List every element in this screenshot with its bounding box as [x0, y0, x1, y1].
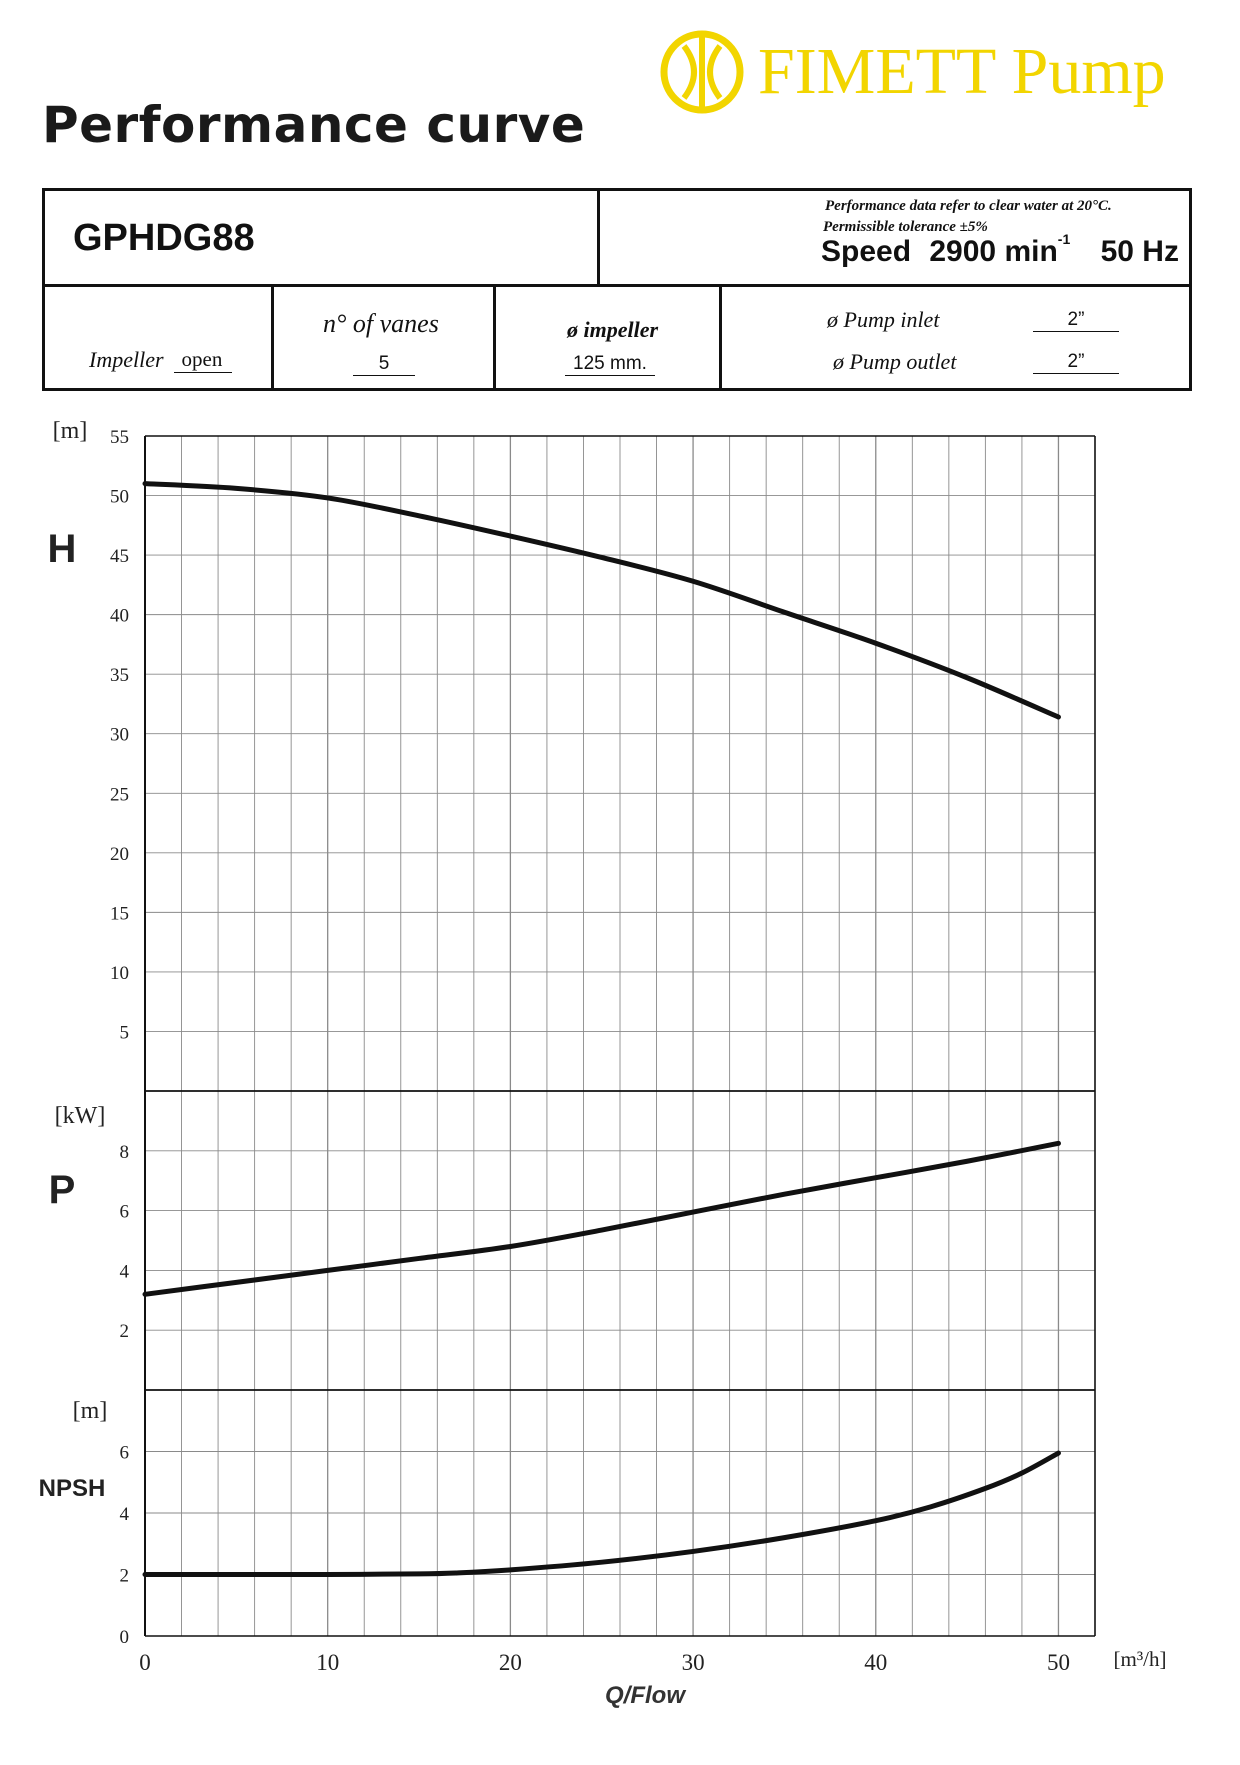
y-tick-label: 6 — [119, 1442, 129, 1464]
y-tick-label: 25 — [110, 784, 129, 806]
frequency-value: 50 Hz — [1100, 235, 1179, 268]
y-tick-label: 30 — [110, 724, 129, 746]
vanes-label: n° of vanes — [323, 309, 439, 338]
y-tick-label: 5 — [119, 1022, 129, 1044]
series-line-h — [145, 484, 1058, 717]
x-tick-label: 20 — [498, 1650, 522, 1675]
x-unit-label: [m³/h] — [1113, 1647, 1167, 1671]
y-tick-label: 2 — [119, 1565, 129, 1587]
y-unit-label: [m] — [72, 1398, 108, 1424]
x-tick-label: 30 — [681, 1650, 705, 1675]
y-quantity-label: H — [47, 527, 77, 571]
x-tick-label: 0 — [139, 1650, 151, 1675]
series-line-npsh — [145, 1453, 1058, 1575]
x-tick-label: 40 — [864, 1650, 888, 1675]
speed-label: Speed — [821, 235, 912, 268]
speed-exponent: -1 — [1057, 231, 1071, 247]
y-unit-label: [m] — [52, 418, 88, 444]
brand-name: FIMETT Pump — [758, 35, 1166, 108]
x-tick-label: 10 — [316, 1650, 340, 1675]
y-quantity-label: NPSH — [38, 1475, 106, 1502]
conditions-note: Performance data refer to clear water at 20°C. — [825, 198, 1112, 214]
impeller-label: Impeller — [89, 347, 164, 372]
impeller-diameter-label: ø impeller — [567, 317, 659, 342]
model-name: GPHDG88 — [73, 217, 255, 259]
y-tick-label: 50 — [110, 486, 129, 508]
y-tick-label: 8 — [119, 1141, 129, 1163]
impeller-value: open — [174, 347, 233, 373]
y-tick-label: 20 — [110, 843, 129, 865]
pump-outlet-value: 2” — [1033, 351, 1119, 374]
series-line-p — [145, 1143, 1058, 1294]
y-tick-label: 2 — [119, 1321, 129, 1343]
y-tick-label: 4 — [119, 1504, 129, 1525]
pump-inlet-value: 2” — [1033, 309, 1119, 332]
y-tick-label: 40 — [110, 605, 129, 627]
y-tick-label: 35 — [110, 665, 129, 687]
y-tick-label: 45 — [110, 546, 129, 568]
y-tick-label: 55 — [110, 427, 129, 448]
y-tick-label: 0 — [119, 1627, 129, 1648]
y-quantity-label: P — [48, 1168, 76, 1212]
speed-value: 2900 min — [929, 235, 1058, 268]
y-unit-label: [kW] — [54, 1103, 106, 1129]
y-tick-label: 4 — [119, 1261, 129, 1283]
pump-outlet-label: ø Pump outlet — [833, 349, 957, 374]
tolerance-note: Permissible tolerance ±5% — [823, 219, 988, 235]
pump-inlet-label: ø Pump inlet — [827, 307, 940, 332]
y-tick-label: 10 — [110, 962, 129, 984]
x-axis-label: Q/Flow — [605, 1682, 685, 1709]
impeller-diameter-value: 125 mm. — [565, 353, 655, 376]
page-title: Performance curve — [42, 96, 586, 154]
y-tick-label: 15 — [110, 903, 129, 925]
vanes-value: 5 — [353, 353, 415, 376]
y-tick-label: 6 — [119, 1201, 129, 1223]
x-tick-label: 50 — [1046, 1650, 1070, 1675]
